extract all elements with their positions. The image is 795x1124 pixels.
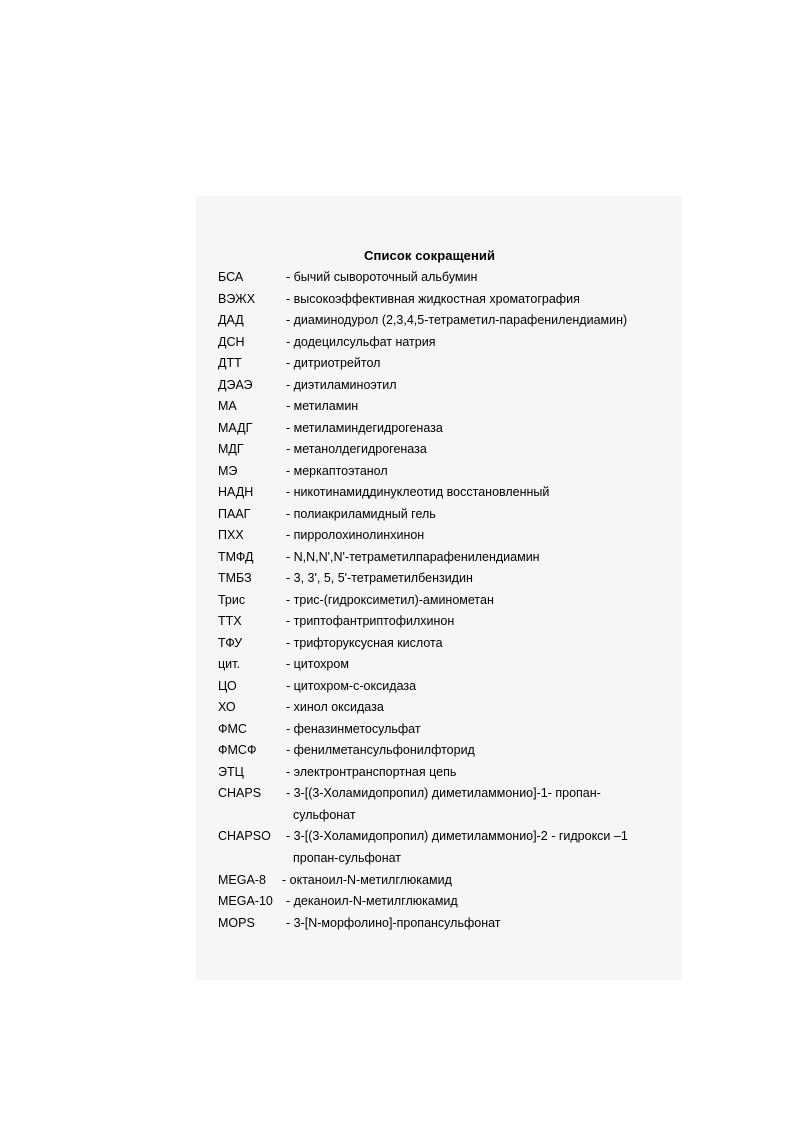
list-item <box>218 333 658 351</box>
abbreviation: ТФУ <box>218 636 243 650</box>
definition: - никотинамиддинуклеотид восстановленный <box>286 485 550 499</box>
abbreviation: ТМФД <box>218 550 254 564</box>
list-item <box>218 677 658 695</box>
list-item <box>218 612 658 630</box>
definition: - цитохром-с-оксидаза <box>286 679 417 693</box>
list-item <box>218 548 658 566</box>
list-item <box>218 419 658 437</box>
abbreviation: Трис <box>218 593 246 607</box>
abbreviation: ДТТ <box>218 356 242 370</box>
abbreviation: ДЭАЭ <box>218 378 253 392</box>
definition: - пирролохинолинхинон <box>286 528 425 542</box>
abbreviation: CHAPS <box>218 786 262 800</box>
abbreviation: НАДН <box>218 485 254 499</box>
list-item <box>218 483 658 501</box>
abbreviation: ЭТЦ <box>218 765 244 779</box>
definition: - полиакриламидный гель <box>286 507 436 521</box>
definition-continuation: пропан-сульфонат <box>293 851 402 865</box>
abbreviation: ФМС <box>218 722 247 736</box>
list-item <box>218 741 658 759</box>
list-item <box>218 290 658 308</box>
list-item <box>218 354 658 372</box>
definition-continuation: сульфонат <box>293 808 356 822</box>
definition: - электронтранспортная цепь <box>286 765 457 779</box>
abbreviation: ВЭЖХ <box>218 292 256 306</box>
definition: - триптофантриптофилхинон <box>286 614 455 628</box>
definition: - высокоэффективная жидкостная хроматография <box>286 292 580 306</box>
list-item <box>218 763 658 781</box>
list-item <box>218 871 658 889</box>
definition: - диаминодурол (2,3,4,5-тетраметил-парафенилендиамин) <box>286 313 628 327</box>
abbreviation: ТТХ <box>218 614 242 628</box>
abbreviation: MOPS <box>218 916 255 930</box>
definition: - меркаптоэтанол <box>286 464 388 478</box>
definition: - метиламин <box>286 399 359 413</box>
abbreviation: ЦО <box>218 679 237 693</box>
list-item <box>218 376 658 394</box>
list-item <box>218 526 658 544</box>
definition: - 3, 3', 5, 5'-тетраметилбензидин <box>286 571 473 585</box>
definition: - метанолдегидрогеназа <box>286 442 427 456</box>
list-item <box>218 634 658 652</box>
list-item <box>218 892 658 910</box>
list-item <box>218 655 658 673</box>
list-item <box>218 462 658 480</box>
abbreviation: БСА <box>218 270 244 284</box>
definition: - фенилметансульфонилфторид <box>286 743 475 757</box>
definition: - N,N,N',N'-тетраметилпарафенилендиамин <box>286 550 540 564</box>
list-item <box>218 827 658 845</box>
definition: - феназинметосульфат <box>286 722 421 736</box>
list-item <box>218 784 658 802</box>
abbreviation: цит. <box>218 657 240 671</box>
definition: - 3-[(3-Холамидопропил) диметиламмонио]-2 - гидрокси –1 <box>286 829 628 843</box>
list-item <box>218 698 658 716</box>
abbreviation: ТМБЗ <box>218 571 252 585</box>
definition: - 3-[N-морфолино]-пропансульфонат <box>286 916 501 930</box>
list-item <box>218 914 658 932</box>
abbreviation: ДАД <box>218 313 244 327</box>
page-title: Список сокращений <box>364 248 496 263</box>
abbreviation: MEGA-10 <box>218 894 273 908</box>
definition: - деканоил-N-метилглюкамид <box>286 894 458 908</box>
definition: - додецилсульфат натрия <box>286 335 436 349</box>
definition: - метиламиндегидрогеназа <box>286 421 443 435</box>
definition: - дитриотрейтол <box>286 356 381 370</box>
list-item <box>218 440 658 458</box>
definition: - трифторуксусная кислота <box>286 636 443 650</box>
abbreviation: ПААГ <box>218 507 251 521</box>
list-item <box>218 569 658 587</box>
abbreviation: МЭ <box>218 464 238 478</box>
definition: - трис-(гидроксиметил)-аминометан <box>286 593 494 607</box>
list-item <box>218 591 658 609</box>
list-item <box>218 720 658 738</box>
abbreviation: МАДГ <box>218 421 253 435</box>
abbreviation: CHAPSO <box>218 829 271 843</box>
definition: - 3-[(3-Холамидопропил) диметиламмонио]-1- пропан- <box>286 786 601 800</box>
abbreviation: ХО <box>218 700 236 714</box>
list-item <box>218 505 658 523</box>
abbreviation: ДСН <box>218 335 245 349</box>
list-item <box>218 268 658 286</box>
definition: - октаноил-N-метилглюкамид <box>282 873 452 887</box>
abbreviation: ФМСФ <box>218 743 257 757</box>
definition: - хинол оксидаза <box>286 700 384 714</box>
list-item <box>218 311 658 329</box>
definition: - бычий сывороточный альбумин <box>286 270 478 284</box>
list-item <box>218 397 658 415</box>
abbreviation: МА <box>218 399 237 413</box>
definition: - цитохром <box>286 657 349 671</box>
abbreviation: МДГ <box>218 442 244 456</box>
abbreviation: ПХХ <box>218 528 244 542</box>
abbreviation: MEGA-8 <box>218 873 266 887</box>
definition: - диэтиламиноэтил <box>286 378 397 392</box>
